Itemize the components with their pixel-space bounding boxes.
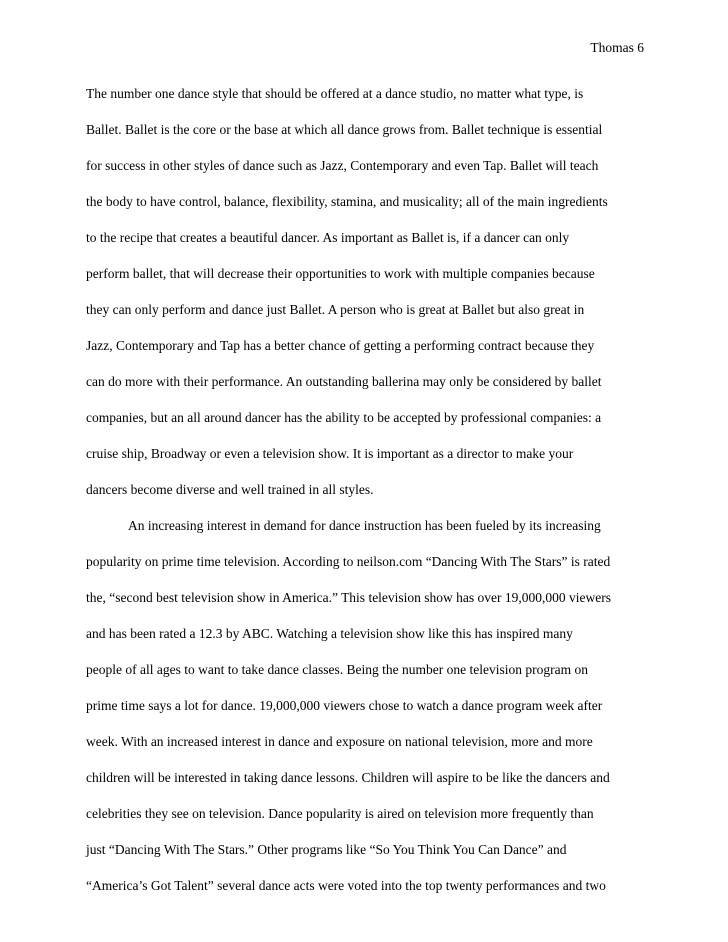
- running-head: Thomas 6: [590, 40, 644, 55]
- paragraph-first-line: An increasing interest in demand for dance instruction has been fueled by its increasing: [128, 518, 601, 533]
- text-line: perform ballet, that will decrease their opportunities to work with multiple companies because: [86, 266, 595, 281]
- text-line: “America’s Got Talent” several dance acts were voted into the top twenty performances and two: [86, 878, 606, 893]
- text-line: dancers become diverse and well trained in all styles.: [86, 482, 374, 497]
- text-line: week. With an increased interest in dance and exposure on national television, more and more: [86, 734, 593, 749]
- text-line: just “Dancing With The Stars.” Other programs like “So You Think You Can Dance” and: [86, 842, 567, 857]
- text-line: Jazz, Contemporary and Tap has a better chance of getting a performing contract because they: [86, 338, 595, 353]
- text-line: people of all ages to want to take dance classes. Being the number one television program on: [86, 662, 588, 677]
- text-line: and has been rated a 12.3 by ABC. Watching a television show like this has inspired many: [86, 626, 573, 641]
- text-line: Ballet. Ballet is the core or the base at which all dance grows from. Ballet technique is essential: [86, 122, 603, 137]
- text-line: for success in other styles of dance such as Jazz, Contemporary and even Tap. Ballet will teach: [86, 158, 599, 173]
- text-line: The number one dance style that should be offered at a dance studio, no matter what type, is: [86, 86, 584, 101]
- text-line: prime time says a lot for dance. 19,000,000 viewers chose to watch a dance program week after: [86, 698, 603, 713]
- text-line: popularity on prime time television. According to neilson.com “Dancing With The Stars” is rated: [86, 554, 611, 569]
- text-line: celebrities they see on television. Dance popularity is aired on television more frequently than: [86, 806, 594, 821]
- text-line: can do more with their performance. An outstanding ballerina may only be considered by ballet: [86, 374, 602, 389]
- text-line: children will be interested in taking dance lessons. Children will aspire to be like the dancers and: [86, 770, 610, 785]
- text-line: cruise ship, Broadway or even a television show. It is important as a director to make your: [86, 446, 574, 461]
- text-line: companies, but an all around dancer has the ability to be accepted by professional companies: a: [86, 410, 602, 425]
- body-text: [86, 86, 646, 914]
- text-line: to the recipe that creates a beautiful dancer. As important as Ballet is, if a dancer can only: [86, 230, 570, 245]
- text-line: they can only perform and dance just Ballet. A person who is great at Ballet but also great in: [86, 302, 585, 317]
- text-line: the, “second best television show in America.” This television show has over 19,000,000 viewers: [86, 590, 612, 605]
- text-line: the body to have control, balance, flexibility, stamina, and musicality; all of the main ingredients: [86, 194, 608, 209]
